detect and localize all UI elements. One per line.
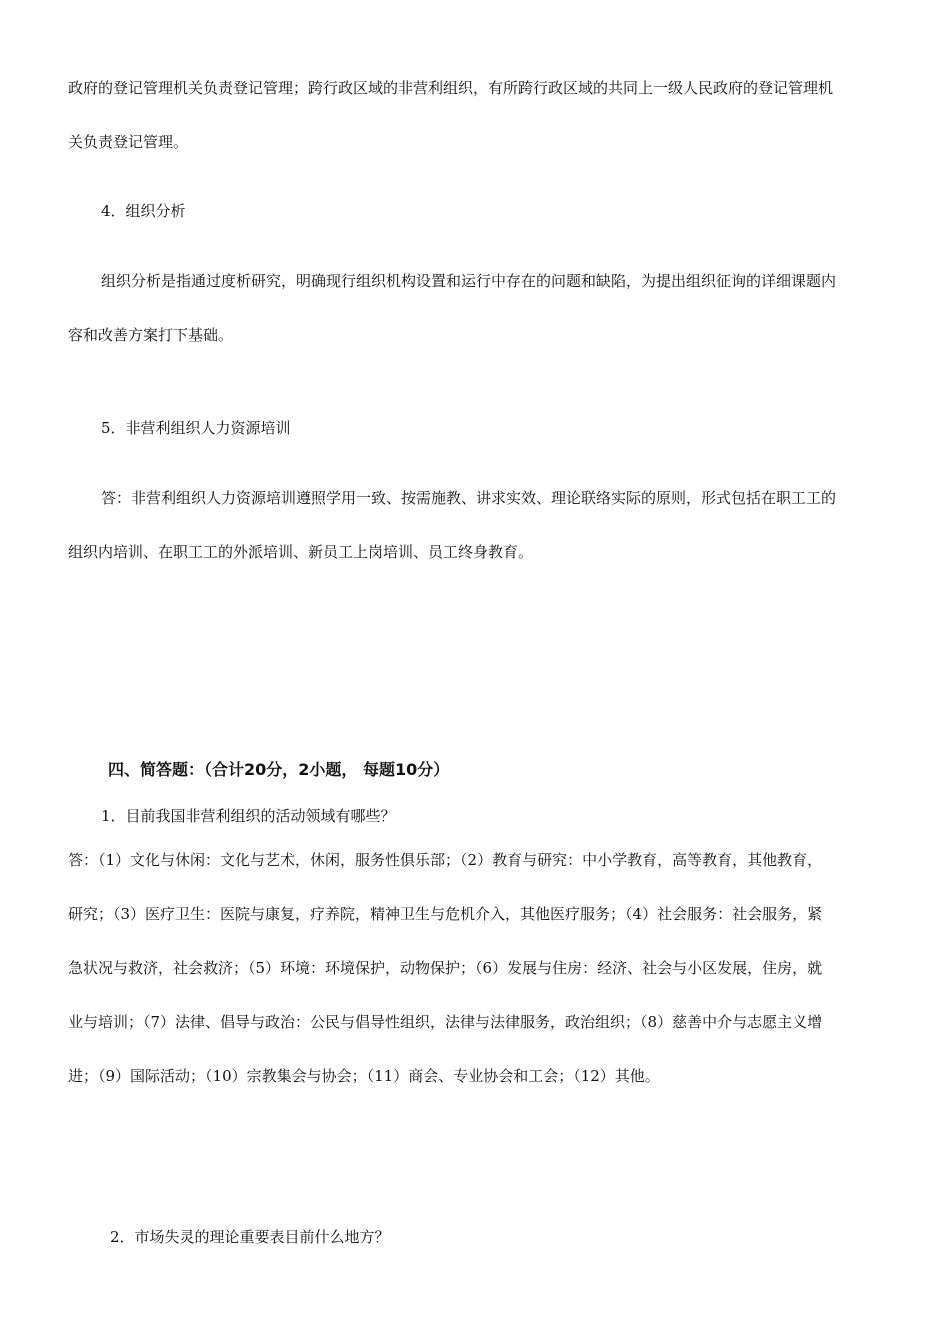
paragraph-line: 组织分析是指通过度析研究，明确现行组织机构设置和运行中存在的问题和缺陷，为提出组织征询的详细课题内	[101, 272, 837, 290]
answer-line: 急状况与救济，社会救济；（5）环境：环境保护，动物保护；（6）发展与住房：经济、社会与小区发展，住房，就	[68, 959, 823, 977]
item-4-title: 4．组织分析	[101, 202, 186, 220]
item-5-title: 5．非营利组织人力资源培训	[101, 419, 291, 437]
answer-line: 答：非营利组织人力资源培训遵照学用一致、按需施教、讲求实效、理论联络实际的原则，形式包括在职工工的	[101, 489, 837, 507]
answer-line: 研究；（3）医疗卫生：医院与康复，疗养院，精神卫生与危机介入，其他医疗服务；（4）社会服务：社会服务，紧	[68, 905, 823, 923]
question-2: 2．市场失灵的理论重要表目前什么地方？	[110, 1228, 390, 1246]
answer-line: 组织内培训、在职工工的外派培训、新员工上岗培训、员工终身教育。	[68, 543, 534, 561]
answer-line: 答：（1）文化与休闲：文化与艺术，休闲，服务性俱乐部；（2）教育与研究：中小学教育，高等教育，其他教育，	[68, 851, 823, 869]
question-1: 1．目前我国非营利组织的活动领域有哪些？	[101, 807, 396, 825]
paragraph-line: 容和改善方案打下基础。	[68, 326, 234, 344]
answer-line: 进；（9）国际活动；（10）宗教集会与协会；（11）商会、专业协会和工会；（12）其他。	[68, 1067, 660, 1085]
answer-line: 业与培训；（7）法律、倡导与政治：公民与倡导性组织，法律与法律服务，政治组织；（8）慈善中介与志愿主义增	[68, 1013, 823, 1031]
paragraph-line: 关负责登记管理。	[68, 133, 189, 151]
paragraph-line: 政府的登记管理机关负责登记管理；跨行政区域的非营利组织，有所跨行政区域的共同上一级人民政府的登记管理机	[68, 79, 834, 97]
section-heading: 四、简答题：（合计20分，2小题， 每题10分）	[108, 760, 450, 779]
